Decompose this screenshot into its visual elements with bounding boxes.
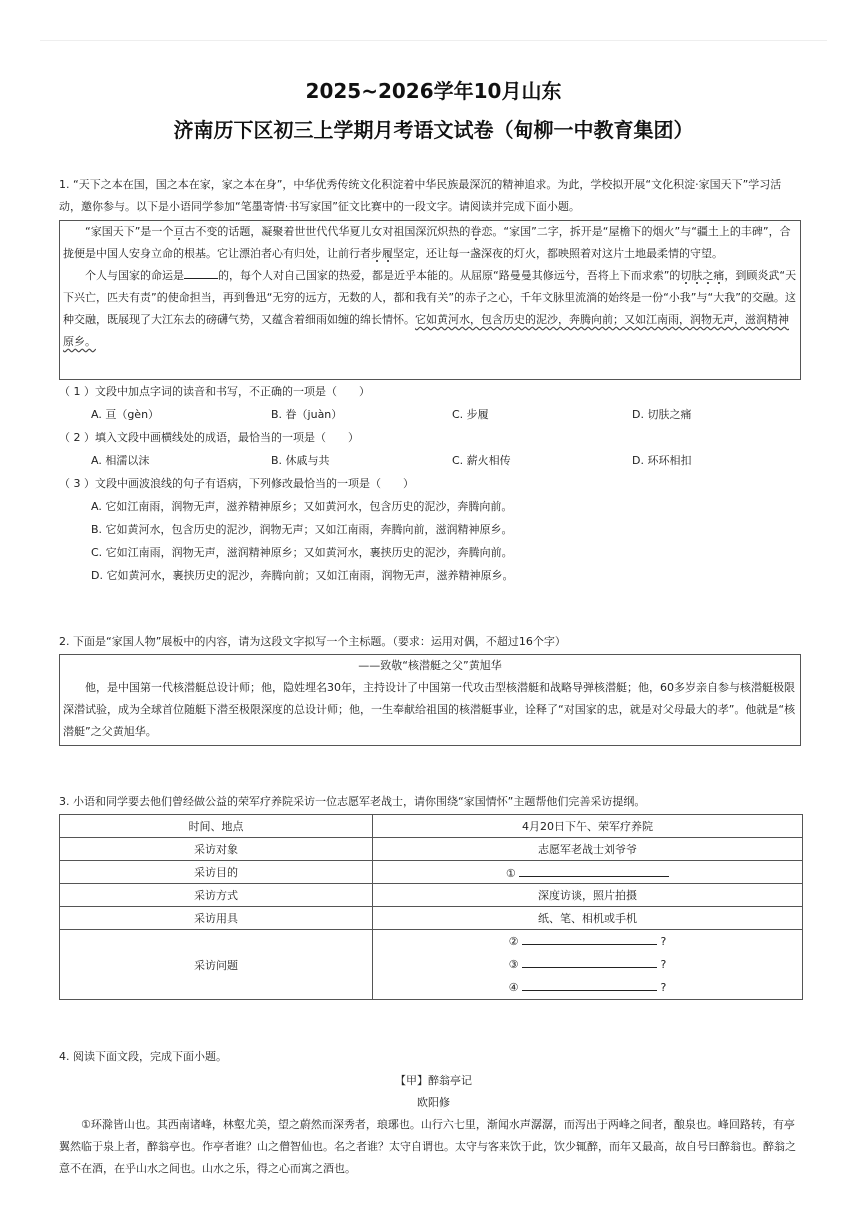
table-row	[60, 838, 803, 861]
wavy-underlined-sentence: 它如黄河水，包含历史的泥沙，奔腾向前；又如江南雨，润物无声，滋润精神原乡。	[63, 313, 789, 348]
q1-sub1-option-d[interactable]: D. 切肤之痛	[632, 408, 692, 421]
answer-blank-line[interactable]	[522, 932, 657, 945]
dotted-char: 之	[702, 269, 714, 282]
table-value-cell: 志愿军老战士刘爷爷	[373, 838, 803, 861]
q1-sub1-stem: （ 1 ）文段中加点字词的读音和书写，不正确的一项是（ ）	[59, 385, 370, 398]
table-label-cell: 时间、地点	[60, 815, 373, 838]
q1-passage-paragraph-2: 个人与国家的命运是 的，每个人对自己国家的热爱，都是近乎本能的。从屈原“路曼曼其修远兮，吾将上下而求索”的切肤之痛，到顾炎武“天下兴亡，匹夫有责”的使命担当，再到鲁迅“无穷的远方，无数的人，都和我有关”的赤子之心，千年文脉里流淌的始终是一份“小我”与“大我”的交融。这种交融，既展现了大江东去的磅礴气势，又蕴含着细雨如缠的绵长情怀。它如黄河水，包含历史的泥沙，奔腾向前；又如江南雨，润物无声，滋润精神原乡。	[63, 265, 797, 353]
dotted-char: 眷	[470, 225, 482, 238]
q1-sub3-option-d[interactable]: D. 它如黄河水，裹挟历史的泥沙，奔腾向前；又如江南雨，润物无声，滋养精神原乡。	[91, 569, 514, 582]
q1-sub2-option-b[interactable]: B. 休戚与共	[271, 454, 330, 467]
q1-sub3-stem: （ 3 ）文段中画波浪线的句子有语病，下列修改最恰当的一项是（ ）	[59, 477, 414, 490]
q1-passage-box	[59, 220, 801, 380]
q4-paragraph-1: ①环滁皆山也。其西南诸峰，林壑尤美，望之蔚然而深秀者，琅琊也。山行六七里，渐闻水声潺潺，而泻出于两峰之间者，酿泉也。峰回路转，有亭翼然临于泉上者，醉翁亭也。作亭者谁？山之僧智仙也。名之者谁？太守自谓也。太守与客来饮于此，饮少辄醉，而年又最高，故自号曰醉翁也。醉翁之意不在酒，在乎山水之间也。山水之乐，得之心而寓之酒也。	[59, 1118, 796, 1175]
q2-panel-subtitle: ——致敬“核潜艇之父”黄旭华	[358, 659, 502, 672]
q1-intro: 1. “天下之本在国，国之本在家，家之本在身”，中华优秀传统文化积淀着中华民族最深沉的精神追求。为此，学校拟开展“文化积淀·家国天下”学习活动，邀你参与。以下是小语同学参加“笔墨寄情·书写家国”征文比赛中的一段文字。请阅读并完成下面小题。	[59, 178, 782, 213]
q4-intro: 4. 阅读下面文段，完成下面小题。	[59, 1050, 227, 1063]
q4-author: 欧阳修	[417, 1096, 450, 1109]
page-title-line-2: 济南历下区初三上学期月考语文试卷（甸柳一中教育集团）	[173, 118, 694, 142]
answer-blank-line[interactable]	[522, 955, 657, 968]
q1-sub2-option-d[interactable]: D. 环环相扣	[632, 454, 692, 467]
q2-intro: 2. 下面是“家国人物”展板中的内容，请为这段文字拟写一个主标题。（要求：运用对偶，不超过16个字）	[59, 635, 566, 648]
table-label-cell: 采访用具	[60, 907, 373, 930]
page-top-rule	[40, 40, 827, 41]
q1-sub1-option-a[interactable]: A. 亘（gèn）	[91, 408, 160, 421]
table-label-cell: 采访问题	[60, 930, 373, 1000]
q1-sub1-option-c[interactable]: C. 步履	[452, 408, 489, 421]
q4-section-title: 【甲】醉翁亭记	[395, 1074, 472, 1087]
dotted-char: 履	[382, 247, 393, 260]
fill-blank-line[interactable]	[184, 266, 218, 279]
q1-sub2-stem: （ 2 ）填入文段中画横线处的成语，最恰当的一项是（ ）	[59, 431, 359, 444]
interview-purpose-cell[interactable]: ①	[373, 861, 803, 884]
q3-intro: 3. 小语和同学要去他们曾经做公益的荣军疗养院采访一位志愿军老战士，请你围绕“家国情怀”主题帮他们完善采访提纲。	[59, 795, 646, 808]
table-value-cell: 深度访谈，照片拍摄	[373, 884, 803, 907]
table-row	[60, 861, 803, 884]
q2-panel-box	[59, 654, 801, 746]
table-row	[60, 907, 803, 930]
q1-sub3-option-a[interactable]: A. 它如江南雨，润物无声，滋养精神原乡；又如黄河水，包含历史的泥沙，奔腾向前。	[91, 500, 513, 513]
q1-sub1-option-b[interactable]: B. 眷（juàn）	[271, 408, 343, 421]
q1-passage-paragraph-1: “家国天下”是一个亘古不变的话题，凝聚着世世代代华夏儿女对祖国深沉炽热的眷恋。“家国”二字，拆开是“屋檐下的烟火”与“疆土上的丰碑”，合拢便是中国人安身立命的根基。它让漂泊者心有归处，让前行者步履坚定，还让每一盏深夜的灯火，都映照着对这片土地最柔情的守望。	[63, 225, 791, 260]
interview-questions-cell[interactable]	[373, 930, 803, 1000]
q1-sub2-option-a[interactable]: A. 相濡以沫	[91, 454, 150, 467]
dotted-char: 肤	[691, 269, 703, 282]
dotted-char: 切	[680, 269, 692, 282]
table-label-cell: 采访目的	[60, 861, 373, 884]
interview-outline-table	[59, 814, 803, 1000]
question-line[interactable]: ③ ?	[373, 953, 802, 976]
answer-blank-line[interactable]	[519, 864, 669, 877]
dotted-char: 步	[371, 247, 382, 260]
q1-sub3-option-c[interactable]: C. 它如江南雨，润物无声，滋润精神原乡；又如黄河水，裹挟历史的泥沙，奔腾向前。	[91, 546, 513, 559]
dotted-char: 亘	[173, 225, 185, 238]
page-title-line-1: 2025~2026学年10月山东	[305, 79, 562, 103]
q2-panel-body: 他，是中国第一代核潜艇总设计师；他，隐姓埋名30年，主持设计了中国第一代攻击型核潜艇和战略导弹核潜艇；他，60多岁亲自参与核潜艇极限深潜试验，成为全球首位随艇下潜至极限深度的总设计师；他，一生奉献给祖国的核潜艇事业，诠释了“对国家的忠，就是对父母最大的孝”。他就是“核潜艇”之父黄旭华。	[63, 681, 796, 738]
table-row	[60, 815, 803, 838]
question-line[interactable]: ④ ?	[373, 976, 802, 999]
table-value-cell: 4月20日下午、荣军疗养院	[373, 815, 803, 838]
table-row	[60, 884, 803, 907]
answer-blank-line[interactable]	[522, 978, 657, 991]
q1-sub3-option-b[interactable]: B. 它如黄河水，包含历史的泥沙，润物无声；又如江南雨，奔腾向前，滋润精神原乡。	[91, 523, 513, 536]
q1-sub2-option-c[interactable]: C. 薪火相传	[452, 454, 511, 467]
table-label-cell: 采访对象	[60, 838, 373, 861]
dotted-char: 痛	[713, 269, 725, 282]
question-line[interactable]: ② ?	[373, 930, 802, 953]
table-label-cell: 采访方式	[60, 884, 373, 907]
table-value-cell: 纸、笔、相机或手机	[373, 907, 803, 930]
table-row	[60, 930, 803, 1000]
